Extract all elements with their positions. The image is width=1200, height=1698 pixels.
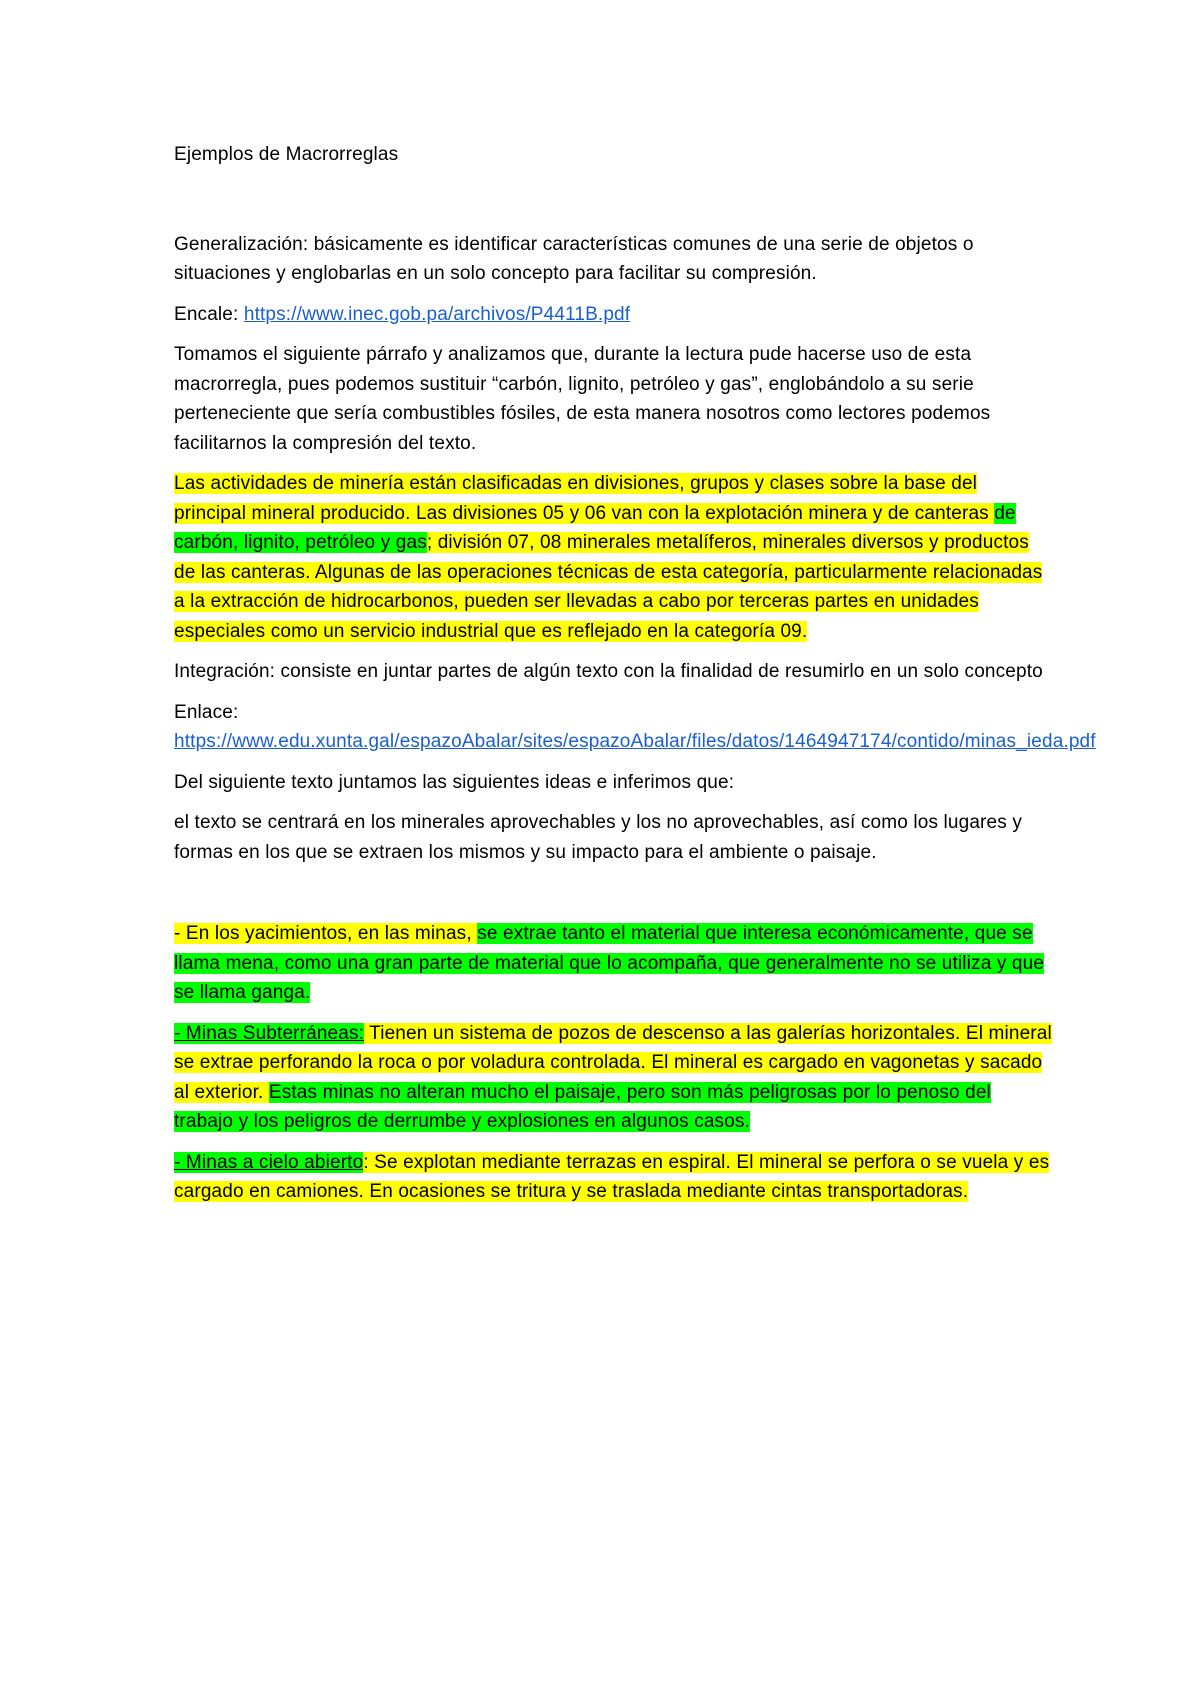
- item2-highlight-green: Estas minas no alteran mucho el paisaje, pero son más peligrosas por lo penoso del trabajo y los peligros de derrumbe y explosiones en algunos casos.: [174, 1081, 991, 1132]
- list-item-minas-subterraneas: [174, 1019, 1054, 1137]
- quote-highlight-yellow-1: Las actividades de minería están clasificadas en divisiones, grupos y clases sobre la base del principal mineral producido. Las divisiones 05 y 06 van con la explotación minera y de canteras: [174, 473, 995, 524]
- document-title: Ejemplos de Macrorreglas: [174, 144, 399, 165]
- item3-highlight-yellow: : Se explotan mediante terrazas en espiral. El mineral se perfora o se vuela y es cargado en camiones. En ocasiones se tritura y se traslada mediante cintas transportadoras.: [174, 1151, 1050, 1202]
- item1-highlight-green: se extrae tanto el material que interesa económicamente, que se llama mena, como una gran parte de material que lo acompaña, que generalmente no se utiliza y que se llama ganga.: [174, 923, 1045, 1003]
- generalizacion-link-line: [174, 300, 1054, 330]
- generalizacion-quote: [174, 469, 1054, 646]
- item2-label: - Minas Subterráneas:: [174, 1022, 365, 1044]
- integracion-definition: Integración: consiste en juntar partes de algún texto con la finalidad de resumirlo en un solo concepto: [174, 661, 1043, 682]
- integracion-link-label: Enlace:: [174, 701, 239, 723]
- integracion-link[interactable]: https://www.edu.xunta.gal/espazoAbalar/sites/espazoAbalar/files/datos/1464947174/contido/minas_ieda.pdf: [174, 731, 1096, 752]
- list-item-minas-cielo-abierto: [174, 1148, 1054, 1207]
- list-item-yacimientos: [174, 919, 1054, 1008]
- generalizacion-definition: Generalización: básicamente es identificar características comunes de una serie de objetos o situaciones y englobarlas en un solo concepto para facilitar su compresión.: [174, 233, 974, 284]
- item2-highlight-yellow: Tienen un sistema de pozos de descenso a las galerías horizontales. El mineral se extrae perforando la roca o por voladura controlada. El mineral es cargado en vagonetas y sacado al exterior.: [174, 1022, 1052, 1103]
- item1-highlight-yellow: - En los yacimientos, en las minas,: [174, 923, 478, 944]
- integracion-link-block: [174, 698, 1096, 757]
- generalizacion-link[interactable]: https://www.inec.gob.pa/archivos/P4411B.pdf: [243, 303, 631, 325]
- generalizacion-link-label: Encale:: [174, 303, 244, 325]
- quote-highlight-green: de carbón, lignito, petróleo y gas: [174, 502, 1016, 553]
- document-body: [174, 140, 1096, 1207]
- item3-label: - Minas a cielo abierto: [174, 1151, 364, 1173]
- integracion-intro: Del siguiente texto juntamos las siguientes ideas e inferimos que:: [174, 771, 735, 793]
- integracion-inference: el texto se centrará en los minerales aprovechables y los no aprovechables, así como los lugares y formas en los que se extraen los mismos y su impacto para el ambiente o paisaje.: [174, 812, 1022, 863]
- quote-highlight-yellow-2: ; división 07, 08 minerales metalíferos, minerales diversos y productos de las canteras. Algunas de las operaciones técnicas de esta categoría, particularmente relacionadas a la extracción de hidrocarbonos, pueden ser llevadas a cabo por terceras partes en unidades especiales como un servicio industrial que es reflejado en la categoría 09.: [174, 532, 1043, 642]
- generalizacion-analysis: Tomamos el siguiente párrafo y analizamos que, durante la lectura pude hacerse uso de esta macrorregla, pues podemos sustituir “carbón, lignito, petróleo y gas”, englobándolo a su serie perteneciente que sería combustibles fósiles, de esta manera nosotros como lectores podemos facilitarnos la compresión del texto.: [174, 344, 991, 454]
